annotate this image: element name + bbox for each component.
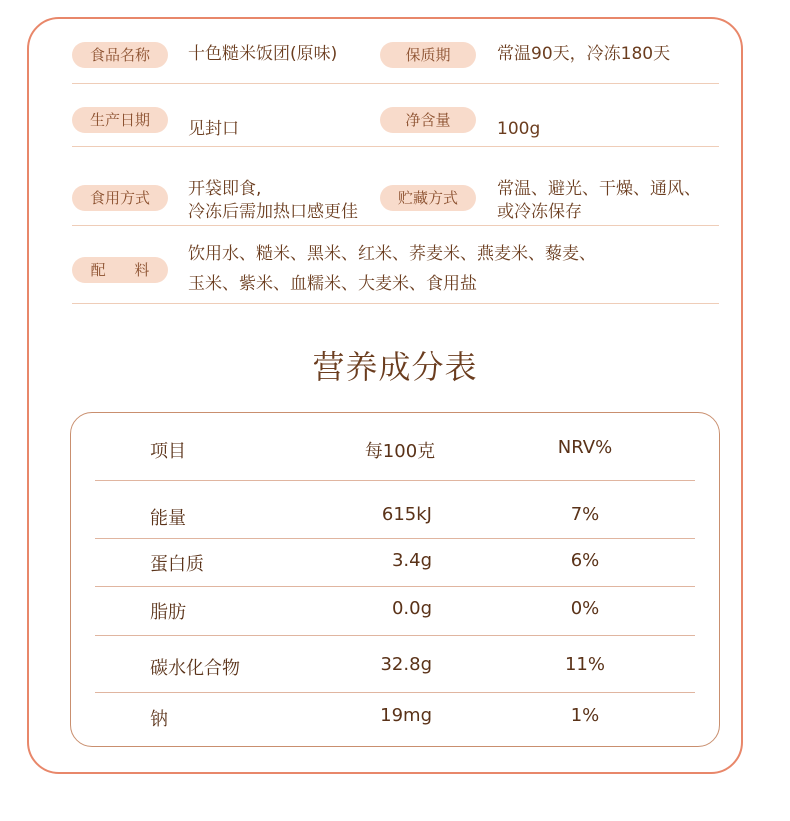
label-pill-production-date: 生产日期 (72, 107, 168, 133)
row-nrv: 7% (570, 504, 600, 525)
row-per-100g: 615kJ (381, 504, 432, 525)
row-per-100g: 3.4g (391, 550, 432, 571)
label-pill-shelf-life: 保质期 (380, 42, 476, 68)
usage-line-1: 开袋即食, (188, 179, 262, 199)
row-item: 能量 (150, 508, 186, 529)
header-nrv: NRV% (557, 437, 613, 458)
row-item: 碳水化合物 (150, 658, 240, 679)
table-row (95, 692, 695, 740)
header-item: 项目 (150, 441, 186, 462)
label-pill-name: 食品名称 (72, 42, 168, 68)
row-per-100g: 32.8g (380, 654, 432, 675)
row-per-100g: 19mg (380, 705, 432, 726)
nutrition-header-row (95, 425, 695, 481)
table-row (95, 635, 695, 693)
table-row (95, 480, 695, 539)
row-item: 钠 (150, 709, 168, 730)
row-nrv: 6% (570, 550, 600, 571)
row-nrv: 0% (570, 598, 600, 619)
table-row (95, 586, 695, 636)
ingredients-line-2: 玉米、紫米、血糯米、大麦米、食用盐 (188, 274, 477, 294)
name-value: 十色糙米饭团(原味) (188, 44, 338, 64)
info-row-usage (72, 146, 719, 226)
shelf-life-value: 常温90天，冷冻180天 (497, 44, 671, 64)
label-pill-usage: 食用方式 (72, 185, 168, 211)
info-row-ingredients (72, 225, 719, 304)
label-pill-storage: 贮藏方式 (380, 185, 476, 211)
info-row-name (72, 37, 719, 84)
header-per-100g: 每100克 (364, 441, 436, 462)
row-nrv: 11% (564, 654, 605, 675)
storage-line-2: 或冷冻保存 (497, 202, 582, 222)
row-item: 脂肪 (150, 602, 186, 623)
row-item: 蛋白质 (150, 554, 204, 575)
nutrition-table-title: 营养成分表 (312, 348, 478, 386)
row-nrv: 1% (570, 705, 600, 726)
ingredients-line-1: 饮用水、糙米、黑米、红米、荞麦米、燕麦米、藜麦、 (188, 244, 596, 264)
info-row-date (72, 83, 719, 147)
label-pill-ingredients: 配 料 (72, 257, 168, 283)
usage-line-2: 冷冻后需加热口感更佳 (188, 202, 358, 222)
net-weight-value: 100g (497, 119, 541, 139)
storage-line-1: 常温、避光、干燥、通风、 (497, 179, 701, 199)
production-date-value: 见封口 (188, 119, 239, 139)
label-pill-net-weight: 净含量 (380, 107, 476, 133)
row-per-100g: 0.0g (391, 598, 432, 619)
table-row (95, 538, 695, 587)
